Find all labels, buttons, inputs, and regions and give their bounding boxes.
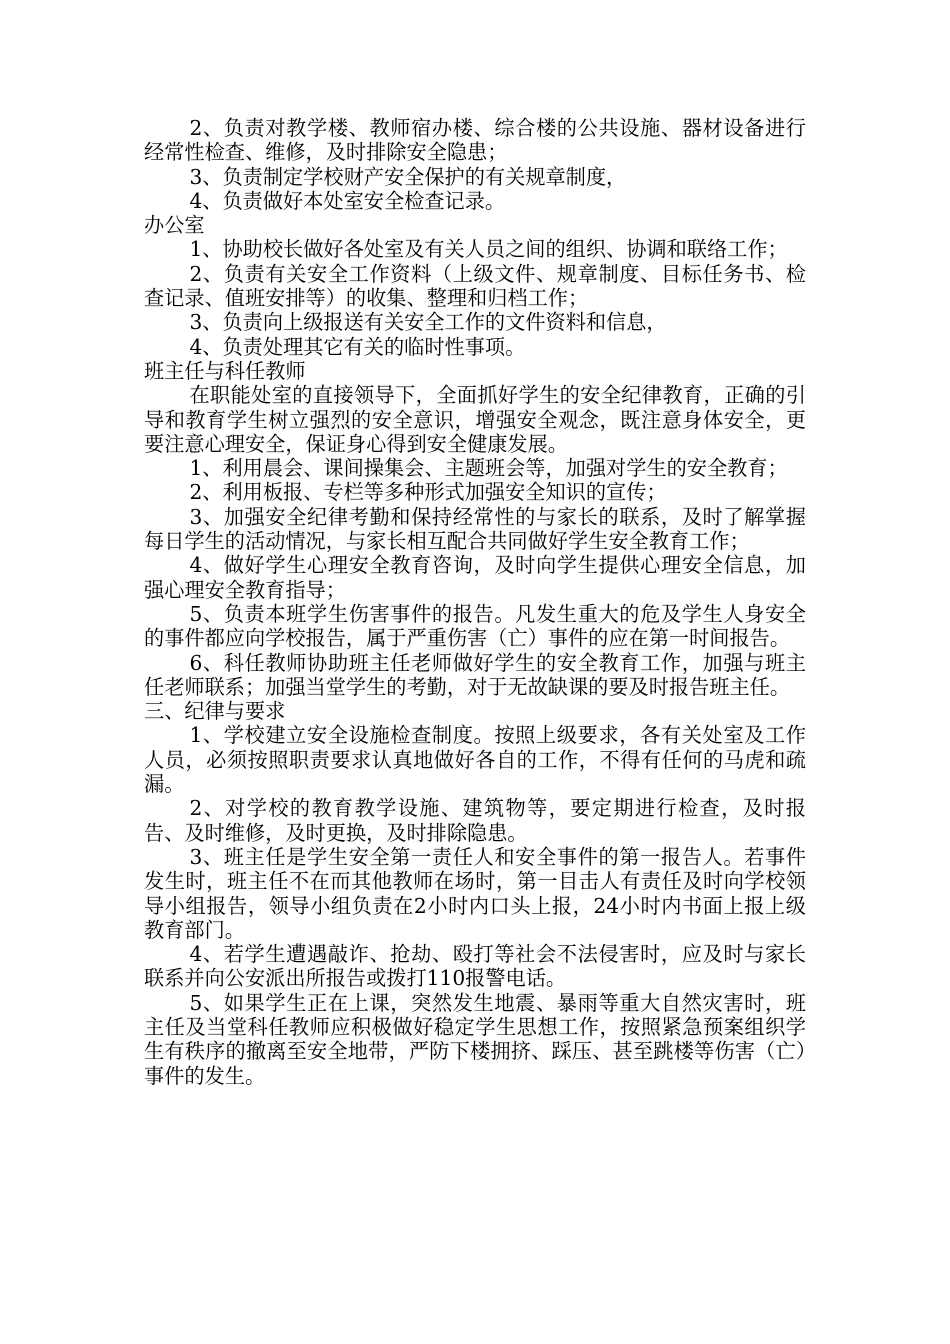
paragraph-teachers-item-5: 5、负责本班学生伤害事件的报告。凡发生重大的危及学生人身安全的事件都应向学校报告，属于严重伤害（亡）事件的应在第一时间报告。 [144, 601, 806, 651]
section-heading-teachers: 班主任与科任教师 [144, 358, 306, 383]
paragraph-teachers-item-3: 3、加强安全纪律考勤和保持经常性的与家长的联系，及时了解掌握每日学生的活动情况，与家长相互配合共同做好学生安全教育工作； [144, 504, 806, 554]
paragraph-office-item-4: 4、负责处理其它有关的临时性事项。 [189, 334, 526, 359]
paragraph-teachers-intro: 在职能处室的直接领导下，全面抓好学生的安全纪律教育，正确的引导和教育学生树立强烈的安全意识，增强安全观念，既注意身体安全，更要注意心理安全，保证身心得到安全健康发展。 [144, 383, 806, 456]
paragraph-maintenance-item-3: 3、负责制定学校财产安全保护的有关规章制度， [189, 164, 627, 189]
paragraph-office-item-1: 1、协助校长做好各处室及有关人员之间的组织、协调和联络工作； [189, 237, 788, 262]
paragraph-teachers-item-1: 1、利用晨会、课间操集会、主题班会等，加强对学生的安全教育； [189, 456, 788, 481]
paragraph-discipline-item-2: 2、对学校的教育教学设施、建筑物等，要定期进行检查，及时报告、及时维修，及时更换，及时排除隐患。 [144, 796, 806, 845]
paragraph-discipline-item-4: 4、若学生遭遇敲诈、抢劫、殴打等社会不法侵害时，应及时与家长联系并向公安派出所报告或拨打110报警电话。 [144, 942, 806, 991]
paragraph-teachers-item-6: 6、科任教师协助班主任老师做好学生的安全教育工作，加强与班主任老师联系；加强当堂学生的考勤，对于无故缺课的要及时报告班主任。 [144, 650, 806, 699]
paragraph-maintenance-item-2: 2、负责对教学楼、教师宿办楼、综合楼的公共设施、器材设备进行经常性检查、维修，及时排除安全隐患； [144, 116, 806, 165]
paragraph-maintenance-item-4: 4、负责做好本处室安全检查记录。 [189, 188, 506, 213]
section-heading-discipline: 三、纪律与要求 [144, 699, 286, 724]
paragraph-office-item-3: 3、负责向上级报送有关安全工作的文件资料和信息， [189, 310, 667, 335]
paragraph-discipline-item-3: 3、班主任是学生安全第一责任人和安全事件的第一报告人。若事件发生时，班主任不在而其他教师在场时，第一目击人有责任及时向学校领导小组报告，领导小组负责在2小时内口头上报，24小时内书面上报上级教育部门。 [144, 844, 806, 942]
paragraph-teachers-item-2: 2、利用板报、专栏等多种形式加强安全知识的宣传； [189, 480, 667, 505]
paragraph-teachers-item-4: 4、做好学生心理安全教育咨询，及时向学生提供心理安全信息，加强心理安全教育指导； [144, 553, 806, 602]
section-heading-office: 办公室 [144, 213, 205, 238]
document-body [144, 116, 806, 1088]
paragraph-discipline-item-1: 1、学校建立安全设施检查制度。按照上级要求，各有关处室及工作人员，必须按照职责要求认真地做好各自的工作，不得有任何的马虎和疏漏。 [144, 723, 806, 797]
paragraph-office-item-2: 2、负责有关安全工作资料（上级文件、规章制度、目标任务书、检查记录、值班安排等）的收集、整理和归档工作； [144, 261, 806, 311]
paragraph-discipline-item-5: 5、如果学生正在上课，突然发生地震、暴雨等重大自然灾害时，班主任及当堂科任教师应积极做好稳定学生思想工作，按照紧急预案组织学生有秩序的撤离至安全地带，严防下楼拥挤、踩压、甚至跳楼等伤害（亡）事件的发生。 [144, 990, 806, 1088]
